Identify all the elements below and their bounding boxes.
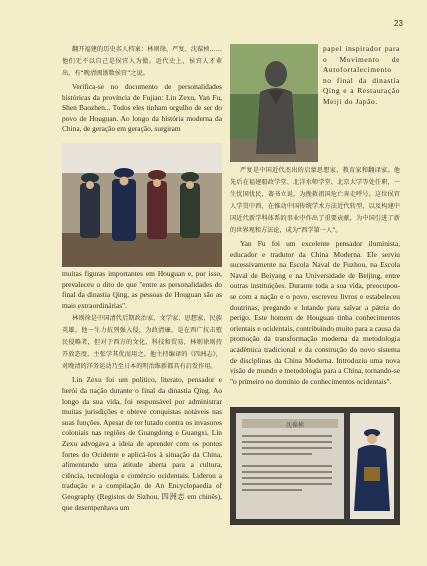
zh-paragraph-lin-zexu: 林则徐是中国清代后期政治家、文学家、思想家，民族英雄。他一生力抗列强入侵，为政清廉。是在西广抗击殖民侵略者，但对于西方的文化、科技和贸易，林则徐则持开放态度，主张学其优而用之。他主持编译的《四洲志》，对晚清的洋务运动乃至日本的明治维新都具有启发作用。: [62, 315, 222, 371]
page-number: 23: [394, 19, 403, 28]
pt-paragraph-lin-zexu: Lin Zexu foi um político, literato, pensador e herói da nação durante o final da dinastia Qing. Ao longo da sua vida, foi responsável por administrar muitas jurisdições e obteve conquistas notáveis nas suas funções. Apesar de ter lutado contra os invasores coloniais nas regiões de Guangdong e Guangxi, Lin Zexu advogava a ideia de aprender com os pontos fortes do Ocidente e aplicá-los à situação da China, alimentando uma atitude aberta para a cultura, ciência, tecnologia e comércio ocidentais. Liderou a tradução e a compilação de An Encyclopaedia of Geography (Registos de Sizhou, 四洲志 em chinês), que desempenhava um: [62, 375, 222, 512]
left-column: [62, 44, 222, 137]
pt-paragraph-intro: Verifica-se no documento de personalidades históricas da província de Fujian: Lin Zexu, Yan Fu, Shen Baozhen... Todos eles tinham orgulho de ser do povo de Houguan. Ao longo da história moderna da China, de geração em geração, surgiram: [62, 82, 222, 134]
left-column-lower: [62, 269, 222, 515]
right-column-top-text: [323, 44, 400, 108]
zh-paragraph-intro: 翻开福建的历史名人档案：林则徐、严复、沈葆桢……他们无不以自己是侯官人为傲。近代史上，侯官人才辈出，有“晚清闽浙数侯官”之说。: [62, 46, 222, 77]
pt-paragraph-houguan: muitas figuras importantes em Houguan e, por isso, prevaleceu o dito de que "entre as personalidades do final da dinastia Qing, as pessoas de Houguan são as mais extraordinárias".: [62, 269, 222, 310]
shen-baozhen-exhibit-photo: [230, 407, 400, 525]
wax-figures-photo: [62, 143, 222, 267]
pt-paragraph-yan-fu: Yan Fu foi um excelente pensador iluminista, educador e tradutor da China Moderna. Ele serviu sucessivamente na Escola Naval de Fuzhou, na Escola Naval de Beiyang e na Universidade de Beijing, entre outras instituições. Durante toda a sua vida, preocupou-se com a nação e o povo, escreveu livros e estabeleceu doutrinas, pregando e lutando para salvar a pátria do perigo. Este homem de Houguan tinha conhecimentos orientais e ocidentais, contribuindo muito para a causa da promoção da transformação moderna da metodologia académica tradicional e da construção do novo sistema de disciplinas da China Moderna. Introduziu uma nova visão de mundo e metodologia para a China, tornando-se "o primeiro no domínio de conhecimentos ocidentais".: [230, 239, 400, 386]
yan-fu-statue-photo: [230, 44, 318, 162]
right-column: [230, 165, 400, 389]
zh-paragraph-yan-fu: 严复是中国近代杰出的启蒙思想家、教育家和翻译家。他先后在福建船政学堂、北洋水师学堂、北京大学等处任职，一生忧国忧民，著书立说，为挽救祖国危亡奔走呼号。这位侯官人学贯中西，在推动中国传统学术方法近代转型，以及构建中国近代新学科体系的事业中作出了重要贡献，为中国引进了新的世界观和方法论，成为“西学第一人”。: [230, 167, 400, 234]
exhibit-label: 沈葆桢: [286, 422, 305, 429]
pt-paragraph-continuation: papel inspirador para o Movimento de Autofortalecimento no final da dinastia Qing e a Restauração Meiji do Japão.: [323, 44, 400, 106]
